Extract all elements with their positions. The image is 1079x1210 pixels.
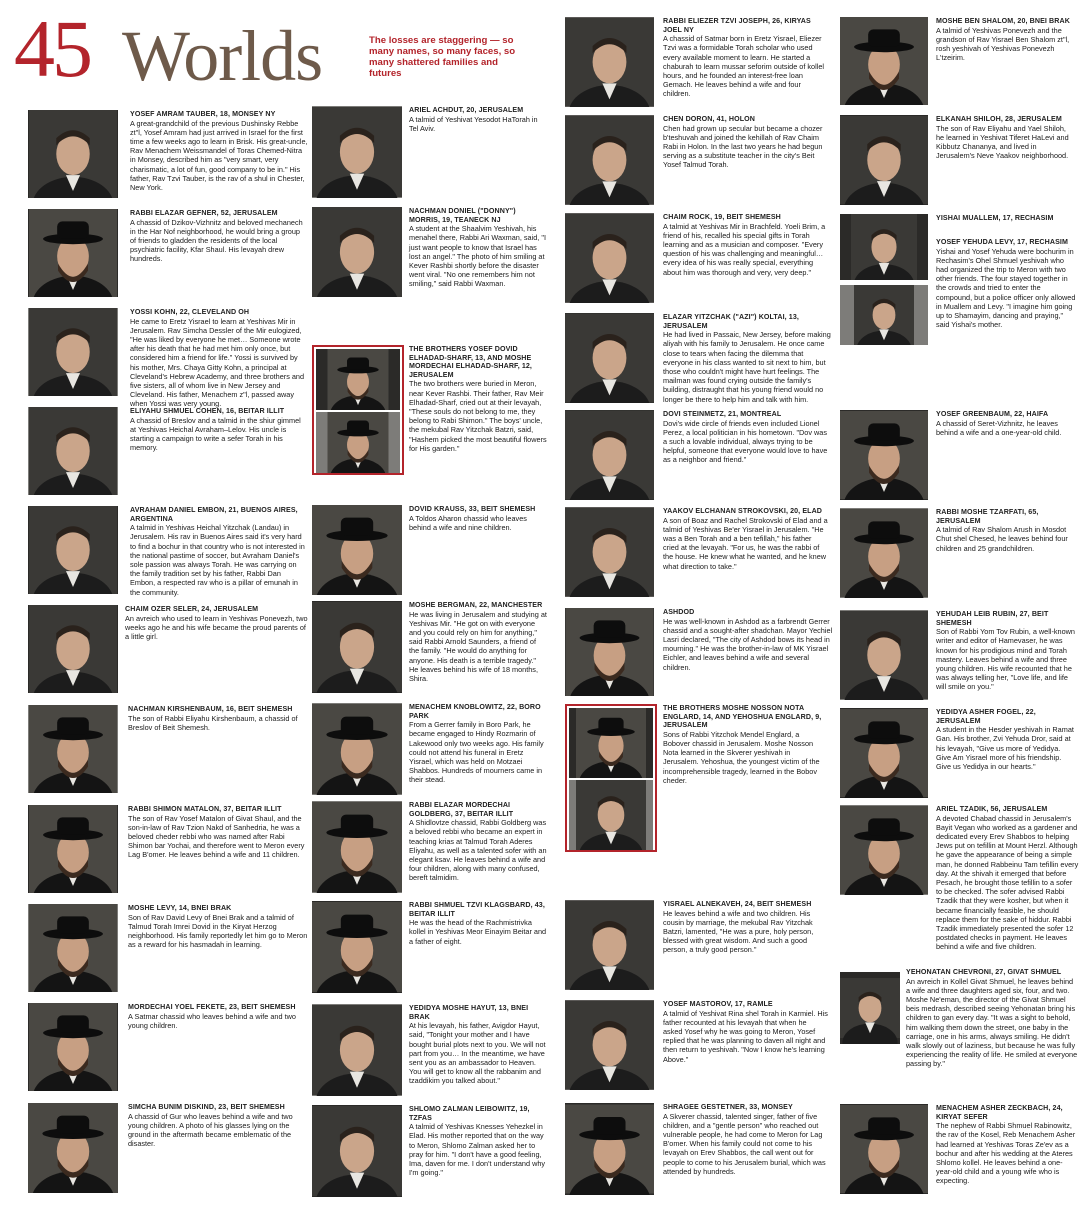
entry-name: SHRAGEE GESTETNER, 33, MONSEY xyxy=(663,1103,793,1111)
portrait-photo xyxy=(840,508,928,598)
entry-name: ELIYAHU SHMUEL COHEN, 16, BEITAR ILLIT xyxy=(130,407,285,415)
entry-bio: A talmid of Yeshivas Ponevezh and the grandson of Rav Yisrael Ben Shalom zt"l, rosh yeshivah of Yeshivas Ponevezh L'tzeirim. xyxy=(936,25,1070,63)
entry-name: RABBI ELIEZER TZVI JOSEPH, 26, KIRYAS JOEL NY xyxy=(663,17,811,34)
entry-bio: A Toldos Aharon chassid who leaves behind a wife and nine children. xyxy=(409,513,527,532)
portrait-photo xyxy=(312,1004,402,1096)
entry-name: THE BROTHERS MOSHE NOSSON NOTA ENGLARD, 14, AND YEHOSHUA ENGLARD, 9, JERUSALEM xyxy=(663,704,822,730)
entry-name: YEDIDYA MOSHE HAYUT, 13, BNEI BRAK xyxy=(409,1004,529,1021)
entry-name: YAAKOV ELCHANAN STROKOVSKI, 20, ELAD xyxy=(663,507,823,515)
headline-subtitle: The losses are staggering — so many names, so many faces, so many shattered families and futures xyxy=(369,35,516,79)
portrait-photo xyxy=(28,407,118,495)
entry-bio: A talmid of Rav Shalom Arush in Mosdot Chut shel Chesed, he leaves behind four children and 25 grandchildren. xyxy=(936,525,1068,553)
portrait-photo xyxy=(312,1105,402,1197)
entry-name: ELKANAH SHILOH, 28, JERUSALEM xyxy=(936,115,1062,123)
entry-bio: A devoted Chabad chassid in Jerusalem's Bayit Vegan who worked as a gardener and dedicated every Erev Shabbos to helping Jews put on tefillin at Mount Herzl. Although he gave the appearance of being a simple man, he donned Rabbeinu Tam tefillin every day. At the shivah it emerged that before Pesach, he brought those tefillin to a sofer to be checked. The sofer advised Rabbi Tzadik that they were kosher, but when it became financially feasible, he should replace them for the sake of hiddur. Rabbi Tzadik immediately presented the sofer 12 postdated checks in payment. He leaves behind a wife and five children. xyxy=(936,813,1079,952)
entry-name: YEHUDAH LEIB RUBIN, 27, BEIT SHEMESH xyxy=(936,610,1049,627)
headline-word: Worlds xyxy=(122,16,323,96)
entry-bio: He was living in Jerusalem and studying at Yeshivas Mir. "He got on with everyone and you could rely on him for anything," said Rabbi Arnold Saunders, a friend of the family. "He would do anything for anyone. His death is a terrible tragedy." He leaves behind his wife of 18 months, Shira. xyxy=(409,609,547,684)
entry-name: RABBI SHMUEL TZVI KLAGSBARD, 43, BEITAR ILLIT xyxy=(409,901,545,918)
portrait-photo xyxy=(565,507,654,597)
portrait-photo xyxy=(312,505,402,595)
portrait-photo xyxy=(28,904,118,992)
portrait-photo xyxy=(840,285,928,345)
portrait-photo xyxy=(28,1003,118,1091)
entry-bio: Son of Rav David Levy of Bnei Brak and a talmid of Talmud Torah Imrei Dovid in the Kiryat Herzog neighborhood. His family reportedly let him go to Meron as a reward for his hasmadah in learning. xyxy=(128,912,308,950)
entry-name: CHEN DORON, 41, HOLON xyxy=(663,115,755,123)
entry-bio: He leaves behind a wife and two children. His cousin by marriage, the mekubal Rav Yitzchak Batzri, lamented, "He was a pure, holy person, blessed with great wisdom. And such a good person, a truly good person." xyxy=(663,908,814,955)
portrait-photo xyxy=(565,17,654,107)
entry-name: THE BROTHERS YOSEF DOVID ELHADAD-SHARF, 13, AND MOSHE MORDECHAI ELHADAD-SHARF, 12, JERUSALEM xyxy=(409,345,533,379)
entry-bio: Sons of Rabbi Yitzchok Mendel Englard, a Bobover chassid in Jerusalem. Moshe Nosson Nota learned in the Skverer yeshivah in Jerusalem. Yehoshua, the youngest victim of the incomprehensible tragedy, learned in the Bobov cheder. xyxy=(663,729,820,785)
portrait-photo xyxy=(840,708,928,798)
entry-name: NACHMAN KIRSHENBAUM, 16, BEIT SHEMESH xyxy=(128,705,293,713)
portrait-photo xyxy=(28,209,118,297)
entry-bio: An avreich who used to learn in Yeshivas Ponevezh, two weeks ago he and his wife became the proud parents of a little girl. xyxy=(125,613,308,641)
entry-name: SHLOMO ZALMAN LEIBOWITZ, 19, TZFAS xyxy=(409,1105,530,1122)
entry-bio: From a Gerrer family in Boro Park, he became engaged to Hindy Rozmarin of Lakewood only two weeks ago. His family could not attend his funeral in Eretz Yisrael, which was held on Motzaei Shabbos. Hundreds of mourners came in their stead. xyxy=(409,720,544,785)
portrait-photo xyxy=(565,1000,654,1090)
portrait-photo xyxy=(316,412,400,473)
entry-bio: A talmid of Yeshivat Yesodot HaTorah in Tel Aviv. xyxy=(409,114,538,133)
portrait-photo xyxy=(28,110,118,198)
entry-name: MENACHEM KNOBLOWITZ, 22, BORO PARK xyxy=(409,703,541,720)
entry-name: RABBI MOSHE TZARFATI, 65, JERUSALEM xyxy=(936,508,1039,525)
portrait-photo xyxy=(28,506,118,594)
portrait-photo xyxy=(569,780,653,850)
entry-name: RABBI ELAZAR MORDECHAI GOLDBERG, 37, BEITAR ILLIT xyxy=(409,801,514,818)
entry-bio: At his levayah, his father, Avigdor Hayut, said, "Tonight your mother and I have bought burial plots next to you. We will not part from you… In the meantime, we have sent you as an ambassador to Heaven. You will get to know all the rabbanim and tzaddikim you talked about." xyxy=(409,1021,546,1086)
entry-bio: A chassid of Gur who leaves behind a wife and two young children. A photo of his glasses lying on the ground in the aftermath became emblematic of the disaster. xyxy=(128,1111,293,1149)
portrait-photo xyxy=(840,115,928,205)
entry-name: RABBI SHIMON MATALON, 37, BEITAR ILLIT xyxy=(128,805,282,813)
portrait-photo xyxy=(312,703,402,795)
entry-bio: A talmid of Yeshivat Rina shel Torah in Karmiel. His father recounted at his levayah that when he asked Yosef why he was going to Meron, Yosef replied that he was planning to daven all night and then return to yeshivah. "Now I know he's learning Above." xyxy=(663,1008,828,1064)
entry-bio: The nephew of Rabbi Shmuel Rabinowitz, the rav of the Kosel, Reb Menachem Asher had learned at Yeshivas Toras Ze'ev as a bochur and after his wedding at the Ateres Shlomo kollel. He leaves behind a one-year-old child and a young wife who is expecting. xyxy=(936,1121,1076,1186)
photo-pair-frame xyxy=(312,345,404,475)
entry-name: YEDIDYA ASHER FOGEL, 22, JERUSALEM xyxy=(936,708,1036,725)
entry-name: YEHONATAN CHEVRONI, 27, GIVAT SHMUEL xyxy=(906,968,1062,976)
entry-bio: Dovi's wide circle of friends even included Lionel Perez, a local politician in his hometown. "Dov was a such a lovable individual, always trying to be helpful, someone that everyone would love to have as a neighbor and friend." xyxy=(663,418,828,465)
entry-bio: A great-grandchild of the previous Dushinsky Rebbe zt"l, Yosef Amram had just arrived in Israel for the first time a few weeks ago to learn in Brisk. His great-uncle, Rav Menachem Weissmandel of Toras Chemed-Nitra in Monsey, described him as "very smart, very charismatic, a lot of fun, good company to be in." His father, Rav Tzvi Tauber, is the rav of a shul in Chester, New York. xyxy=(130,118,308,193)
entry-name: SIMCHA BUNIM DISKIND, 23, BEIT SHEMESH xyxy=(128,1103,285,1111)
entry-name: YOSEF AMRAM TAUBER, 18, MONSEY NY xyxy=(130,110,276,118)
entry-bio: He was the head of the Rachmistrivka kollel in Yeshivas Meor Einayim Beitar and a father of eight. xyxy=(409,918,547,946)
page-header xyxy=(14,3,544,96)
entry-bio: An avreich in Kollel Givat Shmuel, he leaves behind a wife and three daughters aged six, four, and two. Moshe Ne'eman, the director of the Givat Shmuel beis medrash, described seeing Yehonatan bring his children to gan every day. "It was a sight to behold, him walking them down the street, one baby in the carriage, one in his arms, always smiling. He didn't walk slowly out of laziness, but because he was fully experiencing the reality of life. He smiled at everyone passing by." xyxy=(906,976,1078,1069)
portrait-photo xyxy=(312,106,402,198)
entry-name: ARIEL TZADIK, 56, JERUSALEM xyxy=(936,805,1048,813)
entry-bio: A son of Boaz and Rachel Strokovski of Elad and a talmid of Yeshivas Be'er Yisrael in Jerusalem. "He was a Ben Torah and a ben tefillah," his father cried at the levayah. "For us, he was the rabbi of the house. He knew what he wanted, and he knew what direction to take." xyxy=(663,515,828,571)
portrait-photo xyxy=(312,801,402,893)
portrait-photo xyxy=(565,1103,654,1195)
entry-name: ASHDOD xyxy=(663,608,695,616)
entry-name: YOSEF YEHUDA LEVY, 17, RECHASIM xyxy=(936,238,1068,246)
portrait-photo xyxy=(28,1103,118,1193)
entry-bio: A talmid of Yeshivas Knesses Yehezkel in Elad. His mother reported that on the way to Meron, Shlomo Zalman asked her to pray for him. "I don't have a good feeling, Ima, daven for me. I don't understand why I'm going." xyxy=(409,1122,546,1178)
portrait-photo xyxy=(316,349,400,410)
entry-name: ELAZAR YITZCHAK ("AZI") KOLTAI, 13, JERUSALEM xyxy=(663,313,799,330)
entry-bio: A Shidlovtze chassid, Rabbi Goldberg was a beloved rebbi who became an expert in teaching krias at Talmud Torah Aderes Eliyahu, as well as a talented sofer with an elegant ksav. He leaves behind a wife and four children, along with many confused, bereft talmidim. xyxy=(409,818,547,883)
portrait-photo xyxy=(840,214,928,280)
entry-bio: The son of Rav Yosef Matalon of Givat Shaul, and the son-in-law of Rav Tzion Nakd of Sanhedria, he was a beloved cheder rebbi who was named after Rabi Shimon bar Yochai, and therefore went to Meron every Lag B'omer. He leaves behind a wife and 11 children. xyxy=(128,813,305,860)
entry-name: ARIEL ACHDUT, 20, JERUSALEM xyxy=(409,106,524,114)
entry-bio: A talmid at Yeshivas Mir in Brachfeld. Yoeli Brim, a friend of his, recalled his special gifts in Torah learning and as a musician and composer. "Every question of his was challenging and meaningful… every idea of his was really special, everything about him was thorough and very, very deep." xyxy=(663,221,826,277)
entry-name: DOVID KRAUSS, 33, BEIT SHEMESH xyxy=(409,505,536,513)
entry-name: DOVI STEINMETZ, 21, MONTREAL xyxy=(663,410,782,418)
entry-name: YISRAEL ALNEKAVEH, 24, BEIT SHEMESH xyxy=(663,900,812,908)
portrait-photo xyxy=(840,410,928,500)
entry-name: MOSHE LEVY, 14, BNEI BRAK xyxy=(128,904,232,912)
portrait-photo xyxy=(312,601,402,693)
portrait-photo xyxy=(28,705,118,793)
entry-name: AVRAHAM DANIEL EMBON, 21, BUENOS AIRES, ARGENTINA xyxy=(130,506,298,523)
entry-bio: A Satmar chassid who leaves behind a wife and two young children. xyxy=(128,1011,296,1030)
entry-name: RABBI ELAZAR GEFNER, 52, JERUSALEM xyxy=(130,209,278,217)
entry-name: CHAIM ROCK, 19, BEIT SHEMESH xyxy=(663,213,781,221)
entry-bio: A chassid of Breslov and a talmid in the shiur gimmel at Yeshivas Heichal Avraham–Lelov. His uncle is starting a campaign to write a sefer Torah in his memory. xyxy=(130,415,301,453)
portrait-photo xyxy=(565,115,654,205)
entry-bio: A talmid in Yeshivas Heichal Yitzchak (Landau) in Jerusalem. His rav in Buenos Aires said it's very hard to find a bochur in that country who is not interested in the national pastime of soccer, but Avraham Daniel's sole passion was always Torah. He was carrying on the family tradition set by his father, Rabbi Dan Embon, a respected rav who is a pillar of emunah in the community. xyxy=(130,523,305,597)
entry-bio: Yishai and Yosef Yehuda were bochurim in Rechasim's Ohel Shmuel yeshivah who had organized the trip to Meron with two other friends. The four stayed together in the crowds and tried to enter the compound, but a police officer only allowed in Muallem and Levy. "I imagine him going up to Shamayim, dancing and praying," said Yishai's mother. xyxy=(936,246,1076,330)
entry-name: YOSEF GREENBAUM, 22, HAIFA xyxy=(936,410,1049,418)
portrait-photo xyxy=(565,313,654,403)
entry-bio: He came to Eretz Yisrael to learn at Yeshivas Mir in Jerusalem. Rav Simcha Dessler of the Mir eulogized, "He was liked by everyone he met… Someone wrote after his death that he had met him only once, but considered him a friend for life." Yossi is survived by his mother, Mrs. Chaya Gitty Kohn, a principal at Cleveland's Hebrew Academy, and three brothers and five sisters, all of whom live in New Jersey and Cleveland. His father, Menachem z"l, passed away when Yossi was very young. xyxy=(130,316,305,409)
entry-name: YOSEF MASTOROV, 17, RAMLE xyxy=(663,1000,773,1008)
portrait-photo xyxy=(28,805,118,893)
photo-pair-frame xyxy=(565,704,657,852)
entry-bio: A Skverer chassid, talented singer, father of five children, and a "gentle person" who reached out vulnerable people, he had come to Meron for Lag B'omer. When his family could not come to his levayah on Erev Shabbos, the call went out for people to come to his Jerusalem burial, which was attended by hundreds. xyxy=(663,1111,826,1176)
entry-bio: A student in the Hesder yeshivah in Ramat Gan. His brother, Zvi Yehuda Dror, said at his levayah, "Give us more of Yedidya. Give Am Yisrael more of his friendship. Give us Yedidya in our hearts." xyxy=(936,725,1074,771)
entry-bio: The son of Rav Eliyahu and Yael Shiloh, he learned in Yeshivat Tiferet HaLevi and Kibbutz Chananya, and lived in Jerusalem's Neve Yaakov neighborhood. xyxy=(936,123,1069,161)
portrait-photo xyxy=(569,708,653,778)
entry-bio: The two brothers were buried in Meron, near Kever Rashbi. Their father, Rav Meir Elhadad-Sharf, cried out at their levayah, "These souls do not belong to me, they belong to Rabi Shimon." The boys' uncle, the mekubal Rav Yitzchak Batzri, said, "Hashem picked the most beautiful flowers for His garden." xyxy=(409,379,547,453)
entry-name: MOSHE BERGMAN, 22, MANCHESTER xyxy=(409,601,543,609)
portrait-photo xyxy=(28,308,118,396)
portrait-photo xyxy=(312,207,402,297)
entry-bio: A chassid of Dzikov-Vizhnitz and beloved mechanech in the Har Nof neighborhood, he would bring a group of friends to gladden the residents of the local psychiatric facility, Kfar Shaul. His levayah drew hundreds. xyxy=(130,217,303,264)
entry-name: MOSHE BEN SHALOM, 20, BNEI BRAK xyxy=(936,17,1070,25)
portrait-photo xyxy=(565,608,654,696)
entry-name: MENACHEM ASHER ZECKBACH, 24, KIRYAT SEFER xyxy=(936,1104,1063,1121)
entry-bio: The son of Rabbi Eliyahu Kirshenbaum, a chassid of Breslov of Beit Shemesh. xyxy=(128,713,298,732)
entry-name: YOSSI KOHN, 22, CLEVELAND OH xyxy=(130,308,250,316)
portrait-photo xyxy=(565,900,654,990)
headline-number: 45 xyxy=(14,3,90,94)
portrait-photo xyxy=(840,17,928,105)
portrait-photo xyxy=(565,213,654,303)
portrait-photo xyxy=(840,972,900,1044)
entry-bio: A chassid of Seret-Vizhnitz, he leaves behind a wife and a one-year-old child. xyxy=(936,418,1062,437)
entry-bio: A student at the Shaalvim Yeshivah, his menahel there, Rabbi Ari Waxman, said, "I just want people to know that Israel has lost an angel." The photo of him smiling at Kever Rashbi shortly before the disaster went viral. "No one remembers him not smiling," said Rabbi Waxman. xyxy=(409,224,546,289)
entry-bio: Son of Rabbi Yom Tov Rubin, a well-known writer and editor of Hamevaser, he was known for his prodigious mind and Torah mastery. Leaves behind a wife and three young children. His wife recounted that he was always telling her, "Love life, and life will smile on you." xyxy=(936,627,1075,692)
entry-bio: He was well-known in Ashdod as a farbrendt Gerrer chassid and a sought-after shadchan. Mayor Yechiel Lasri declared, "The city of Ashdod bows its head in mourning." He was the brother-in-law of MK Yisrael Eichler, and leaves behind a wife and several children. xyxy=(663,616,833,672)
entry-bio: He had lived in Passaic, New Jersey, before making aliyah with his family to Jerusalem. He once came close to tears when facing the dilemma that everyone in his class wanted to sit next to him, but those who couldn't might have hurt feelings. The mailman was found crying outside the family's building, distraught that his young friend would no longer be there to help him and talk with him. xyxy=(663,330,831,404)
portrait-photo xyxy=(840,610,928,700)
entry-bio: Chen had grown up secular but became a chozer b'teshuvah and joined the kehillah of Rav Chaim Rabi in Holon. In the last two years he had begun serving as a substitute teacher in the city's Beit Yosef Talmud Torah. xyxy=(663,123,823,170)
portrait-photo xyxy=(312,901,402,993)
entry-bio: A chassid of Satmar born in Eretz Yisrael, Eliezer Tzvi was a formidable Torah scholar who used every available moment to learn. He started a chaburah to learn mussar seforim outside of kollel hours, and he founded an interest-free loan Gemach. He leaves behind a wife and four children. xyxy=(663,34,825,99)
portrait-photo xyxy=(28,605,118,693)
entry-name: YISHAI MUALLEM, 17, RECHASIM xyxy=(936,214,1054,222)
entry-name: MORDECHAI YOEL FEKETE, 23, BEIT SHEMESH xyxy=(128,1003,296,1011)
entry-name: CHAIM OZER SELER, 24, JERUSALEM xyxy=(125,605,259,613)
entry-name: NACHMAN DONIEL ("DONNY") MORRIS, 19, TEANECK NJ xyxy=(409,207,516,224)
portrait-photo xyxy=(565,410,654,500)
